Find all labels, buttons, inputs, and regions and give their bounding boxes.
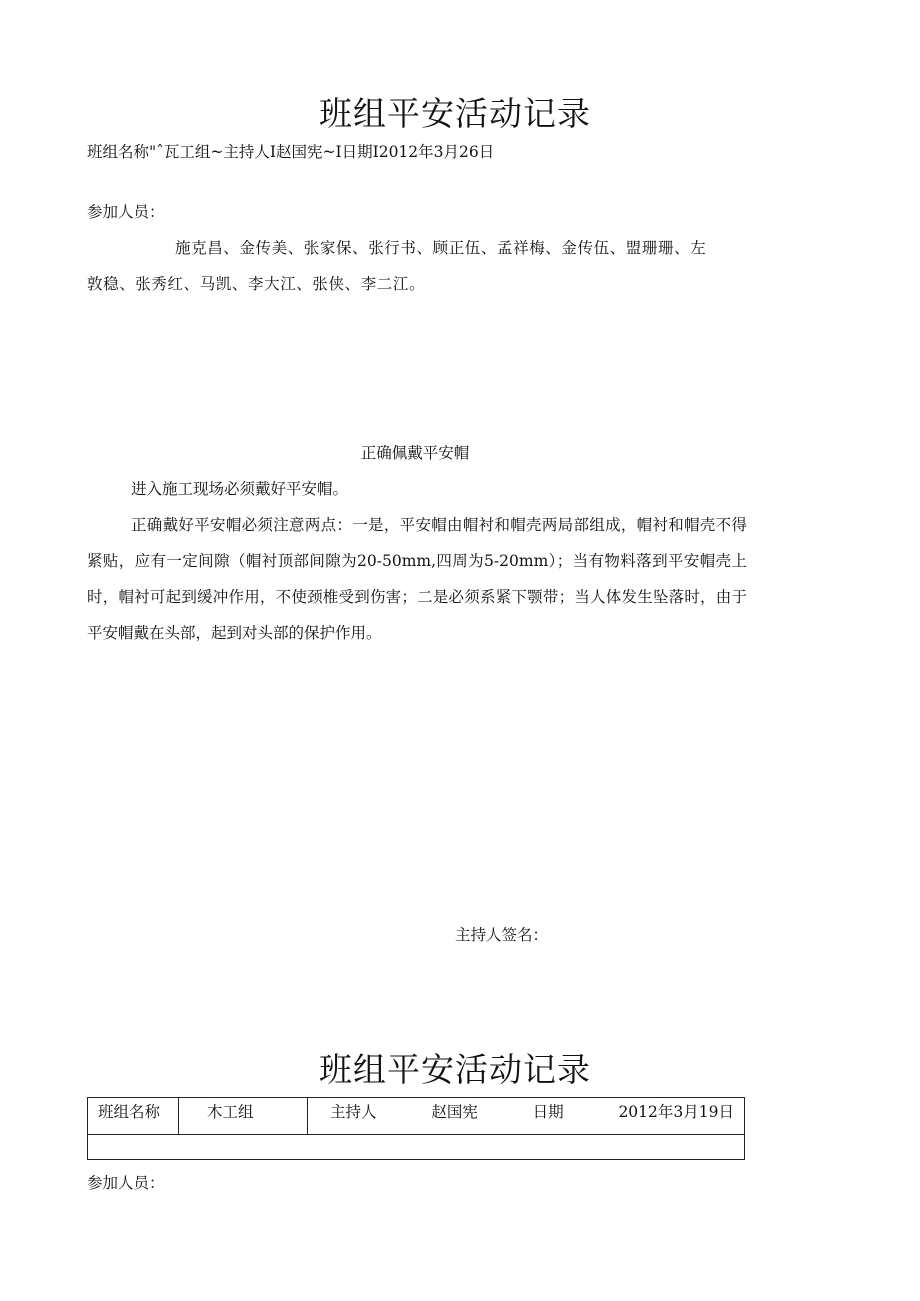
record-2-attendees-label: 参加人员： [87, 1174, 165, 1192]
team-name-label-cell [88, 1098, 179, 1135]
record-1-section-heading: 正确佩戴平安帽 [360, 444, 470, 462]
date-value: 2012年3月19日 [618, 1103, 734, 1121]
team-name-label: 班组名称 [98, 1103, 161, 1121]
host-value: 赵国宪 [431, 1103, 478, 1121]
record-2-title: 班组平安活动记录 [319, 1050, 591, 1089]
record-1-attendees-names-line-2: 敦稳、张秀红、马凯、李大江、张侠、李二江。 [87, 275, 426, 293]
record-1-info-line: 班组名称"ˆ瓦工组~主持人I赵国宪~I日期I2012年3月26日 [87, 143, 495, 161]
record-1-host-signature-label: 主持人签名： [455, 926, 549, 944]
team-name-value: 木工组 [207, 1103, 254, 1121]
team-name-value-cell [179, 1098, 308, 1135]
record-1-attendees-label: 参加人员： [87, 203, 165, 221]
record-1-paragraph-1: 进入施工现场必须戴好平安帽。 [131, 480, 349, 498]
table-row [88, 1135, 745, 1160]
empty-cell [88, 1135, 745, 1160]
table-row [88, 1098, 745, 1135]
record-1-paragraph-2: 正确戴好平安帽必须注意两点：一是，平安帽由帽衬和帽壳两局部组成，帽衬和帽壳不得紧贴，应有一定间隙（帽衬顶部间隙为20-50mm,四周为5-20mm）；当有物料落到平安帽壳上时，帽衬可起到缓冲作用，不使颈椎受到伤害；二是必须系紧下颚带；当人体发生坠落时，由于平安帽戴在头部，起到对头部的保护作用。 [87, 516, 747, 642]
date-label: 日期 [532, 1103, 564, 1121]
host-label: 主持人 [330, 1103, 377, 1121]
host-date-cell [308, 1098, 745, 1135]
record-1-title: 班组平安活动记录 [319, 94, 591, 133]
record-2-info-table [87, 1097, 745, 1160]
record-1-attendees-names-line-1: 施克昌、金传美、张家保、张行书、顾正伍、孟祥梅、金传伍、盟珊珊、左 [175, 239, 707, 257]
